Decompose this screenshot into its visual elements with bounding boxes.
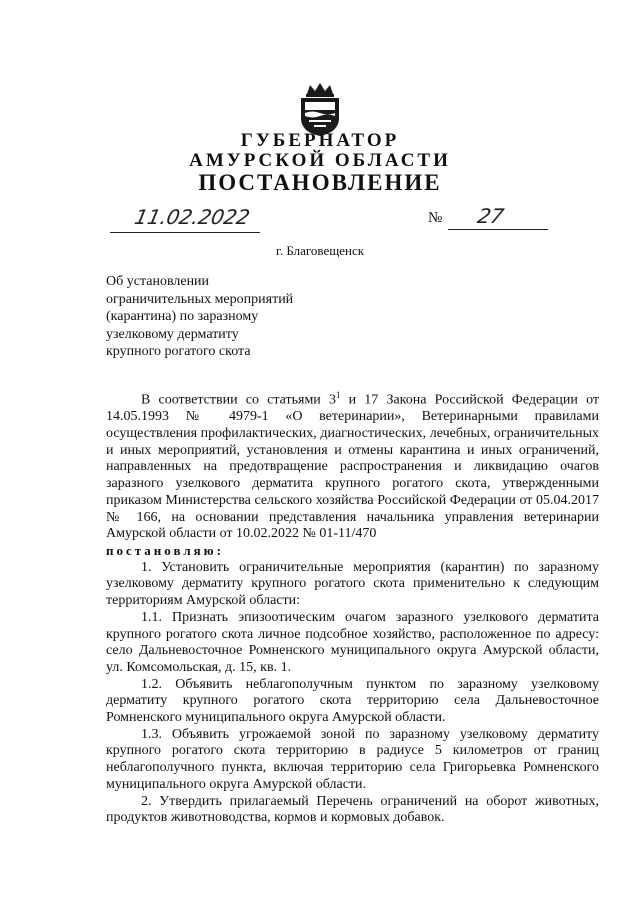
document-date: 11.02.2022 <box>132 205 253 229</box>
header-region: АМУРСКОЙ ОБЛАСТИ <box>189 150 451 171</box>
document-type: ПОСТАНОВЛЕНИЕ <box>198 170 442 195</box>
subject-line: ограничительных мероприятий <box>106 291 294 307</box>
paragraph-1-3: 1.3. Объявить угрожаемой зоной по заразному узелковому дерматиту крупного рогатого скота территорию в радиусе 5 километров от границ неблагополучного пункта, включая территорию села Григорьевка Ромненского муниципального округа Амурской области. <box>106 726 599 792</box>
document-body <box>106 387 599 827</box>
paragraph-1: 1. Установить ограничительные мероприятия (карантин) по заразному узелковому дерматиту крупного рогатого скота применительно к следующим территориям Амурской области: <box>106 559 599 609</box>
subject-line: (карантина) по заразному <box>106 309 259 324</box>
intro-text-after: и 17 Закона Российской Федерации от 14.05.1993 № 4979-1 «О ветеринарии», Ветеринарными правилами осуществления профилактических, диагностических, лечебных, ограничительных и иных мероприятий, установления и отмены карантина и иных ограничений, направленных на предотвращение распространения и ликвидацию очагов заразного узелкового дерматита крупного рогатого скота, утвержденными приказом Министерства сельского хозяйства Российской Федерации от 05.04.2017 № 166, на основании представления начальника управления ветеринарии Амурской области от 10.02.2022 № 01-11/470 <box>106 392 600 542</box>
resolve-word: постановляю: <box>106 542 224 558</box>
intro-text-before: В соответствии со статьями 3 <box>141 392 336 408</box>
subject-line: Об установлении <box>106 274 210 289</box>
header-title: ГУБЕРНАТОР <box>240 130 400 151</box>
number-underline <box>448 229 548 230</box>
document-number: 27 <box>475 204 507 228</box>
intro-superscript: 1 <box>335 390 341 400</box>
city: г. Благовещенск <box>275 243 365 258</box>
subject-line: узелковому дерматиту <box>106 326 239 342</box>
document-subject <box>106 273 293 361</box>
paragraph-1-1: 1.1. Признать эпизоотическим очагом заразного узелкового дерматита крупного рогатого скота личное подсобное хозяйство, расположенное по адресу: село Дальневосточное Ромненского муниципального округа Амурской области, ул. Комсомольская, д. 15, кв. 1. <box>106 609 599 675</box>
number-label: № <box>428 210 443 226</box>
subject-line: крупного рогатого скота <box>106 344 251 359</box>
paragraph-2: 2. Утвердить прилагаемый Перечень ограничений на оборот животных, продуктов животноводства, кормов и кормовых добавок. <box>106 793 599 826</box>
date-underline <box>110 232 260 233</box>
paragraph-1-2: 1.2. Объявить неблагополучным пунктом по заразному узелковому дерматиту крупного рогатого скота территорию села Дальневосточное Ромненского муниципального округа Амурской области. <box>106 676 599 726</box>
intro-paragraph <box>106 387 599 543</box>
